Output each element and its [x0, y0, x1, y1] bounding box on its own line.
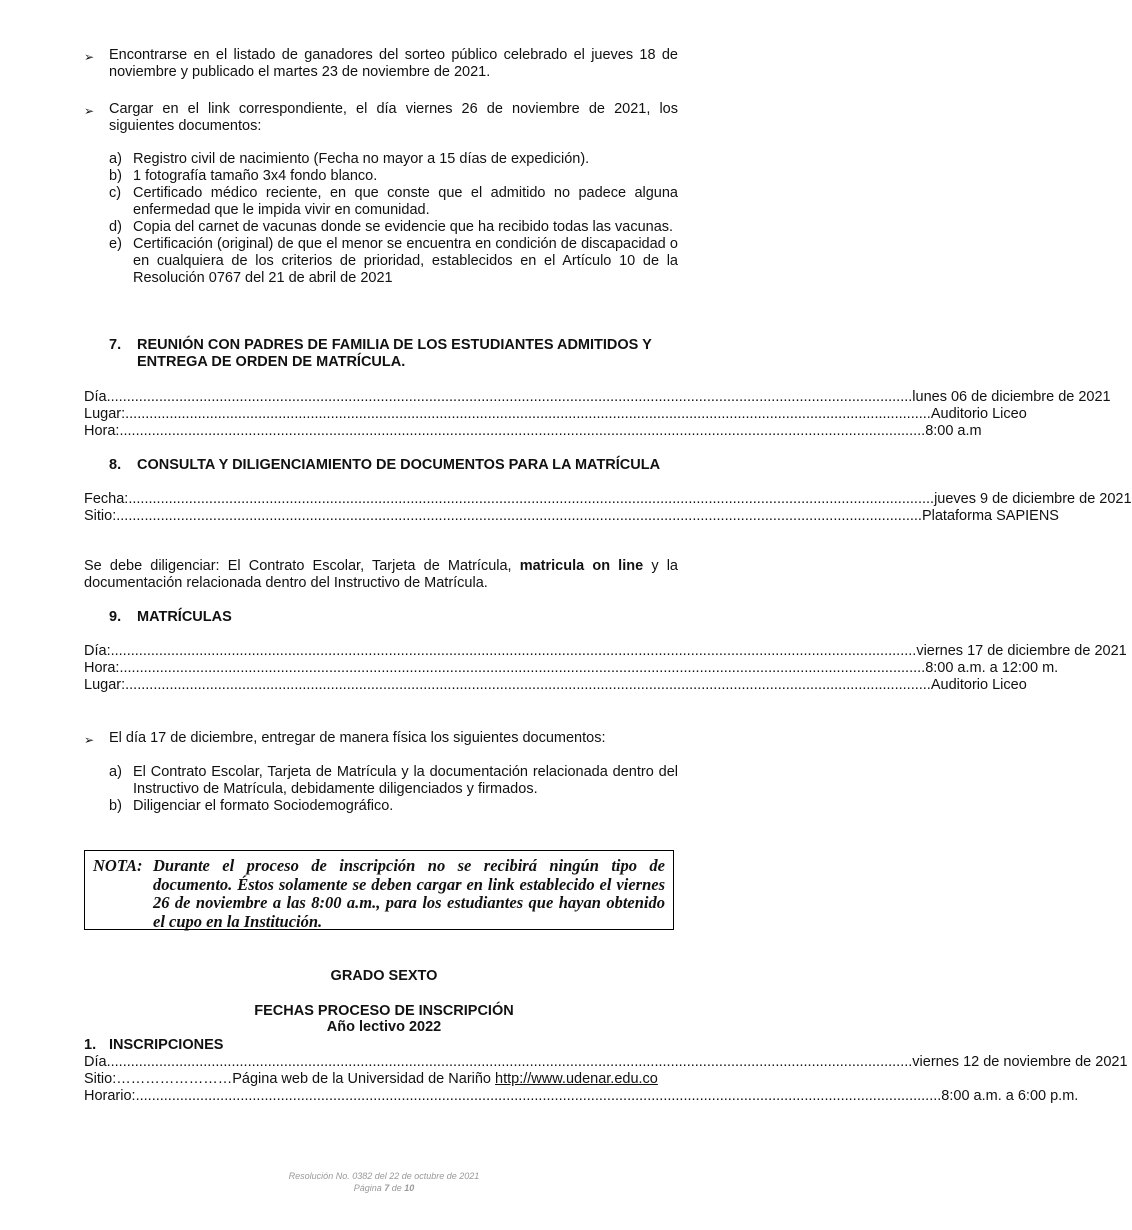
- bullet-arrow-icon: ➢: [84, 733, 95, 747]
- footer-resolution: Resolución No. 0382 del 22 de octubre de 2021: [288, 1171, 480, 1181]
- nota-label: NOTA:: [93, 856, 143, 875]
- dot-leader: ........................................................................................................................................................................................................: [110, 643, 917, 659]
- physical-documents-list: [109, 764, 678, 815]
- list-item: a) Registro civil de nacimiento (Fecha no mayor a 15 días de expedición).: [109, 151, 590, 167]
- documents-list: [109, 151, 678, 287]
- footer-page-number: Página 7 de 10: [353, 1183, 415, 1193]
- list-item: b) Diligenciar el formato Sociodemográfico.: [109, 798, 394, 814]
- dot-leader: ........................................................................................................................................................................................................: [128, 491, 935, 507]
- list-item: e) Certificación (original) de que el menor se encuentra en condición de discapacidad o en cualquiera de los criterios de prioridad, establecidos en el Artículo 10 de la Resolución 0767 del 21 de abril de 2021: [109, 236, 678, 286]
- nota-text: Durante el proceso de inscripción no se recibirá ningún tipo de documento. Éstos solamente se deben cargar en link establecido el viernes 26 de noviembre a las 8:00 a.m., para los estudiantes que hayan obtenido el cupo en la Institución.: [153, 856, 665, 931]
- grado-heading: GRADO SEXTO: [330, 968, 438, 984]
- schedule-row-hora: Hora: ........................................................................................................................................................................................................ 8:00 a.m. a 12:00 m.: [84, 660, 1059, 676]
- requirement-bullet-2: Cargar en el link correspondiente, el día viernes 26 de noviembre de 2021, los siguientes documentos:: [109, 101, 678, 134]
- list-item: a) El Contrato Escolar, Tarjeta de Matrícula y la documentación relacionada dentro del Instructivo de Matrícula, debidamente diligenciados y firmados.: [109, 764, 678, 797]
- section-9-bullet: El día 17 de diciembre, entregar de manera física los siguientes documentos:: [109, 730, 606, 746]
- schedule-row-sitio: Sitio: ........................................................................................................................................................................................................ Plataforma SAPIENS: [84, 508, 1059, 524]
- bullet-arrow-icon: ➢: [84, 104, 95, 118]
- dot-leader: ........................................................................................................................................................................................................: [119, 423, 926, 439]
- udenar-link[interactable]: http://www.udenar.edu.co: [495, 1071, 658, 1087]
- dot-leader: ........................................................................................................................................................................................................: [106, 1054, 913, 1070]
- schedule-row-horario: Horario: ........................................................................................................................................................................................................ 8:00 a.m. a 6:00 p.m.: [84, 1088, 1079, 1104]
- list-item: d) Copia del carnet de vacunas donde se evidencie que ha recibido todas las vacunas.: [109, 219, 674, 235]
- dot-leader: ........................................................................................................................................................................................................: [125, 406, 931, 422]
- section-1-heading: 1. INSCRIPCIONES: [84, 1037, 224, 1053]
- schedule-row-lugar: Lugar: ........................................................................................................................................................................................................ Auditorio Liceo: [84, 406, 1027, 422]
- schedule-row-dia: Día ........................................................................................................................................................................................................ viernes 12 de noviembre de 2021: [84, 1054, 1128, 1070]
- dot-leader: ........................................................................................................................................................................................................: [106, 389, 913, 405]
- schedule-row-dia: Día: ........................................................................................................................................................................................................ viernes 17 de diciembre de 2021: [84, 643, 1127, 659]
- dot-leader: ........................................................................................................................................................................................................: [119, 660, 926, 676]
- list-item: b) 1 fotografía tamaño 3x4 fondo blanco.: [109, 168, 378, 184]
- list-item: c) Certificado médico reciente, en que conste que el admitido no padece alguna enfermedad que le impida vivir en comunidad.: [109, 185, 678, 218]
- section-8-note: Se debe diligenciar: El Contrato Escolar, Tarjeta de Matrícula, matricula on line y la documentación relacionada dentro del Instructivo de Matrícula.: [84, 558, 678, 591]
- grado-year: Año lectivo 2022: [326, 1019, 442, 1035]
- section-9-heading: 9. MATRÍCULAS: [109, 609, 232, 625]
- schedule-row-fecha: Fecha: ........................................................................................................................................................................................................ jueves 9 de diciembre de 2021: [84, 491, 1132, 507]
- nota-box: [84, 850, 674, 930]
- requirement-bullet-1: Encontrarse en el listado de ganadores del sorteo público celebrado el jueves 18 de noviembre y publicado el martes 23 de noviembre de 2021.: [109, 47, 678, 80]
- dot-leader: ........................................................................................................................................................................................................: [125, 677, 931, 693]
- dot-leader: ........................................................................................................................................................................................................: [116, 508, 922, 524]
- section-8-heading: 8. CONSULTA Y DILIGENCIAMIENTO DE DOCUMENTOS PARA LA MATRÍCULA: [109, 457, 661, 473]
- dot-leader: ........................................................................................................................................................................................................: [135, 1088, 942, 1104]
- schedule-row-dia: Día ........................................................................................................................................................................................................ lunes 06 de diciembre de 2021: [84, 389, 1111, 405]
- schedule-row-lugar: Lugar: ........................................................................................................................................................................................................ Auditorio Liceo: [84, 677, 1027, 693]
- section-7-heading: 7. REUNIÓN CON PADRES DE FAMILIA DE LOS ESTUDIANTES ADMITIDOS Y ENTREGA DE ORDEN DE MATRÍCULA.: [109, 337, 652, 370]
- grado-subheading: FECHAS PROCESO DE INSCRIPCIÓN: [254, 1003, 514, 1019]
- schedule-row-sitio: Sitio:……………………Página web de la Universidad de Nariño http://www.udenar.edu.co: [84, 1071, 658, 1087]
- bullet-arrow-icon: ➢: [84, 50, 95, 64]
- schedule-row-hora: Hora: ........................................................................................................................................................................................................ 8:00 a.m: [84, 423, 982, 439]
- dot-leader: ……………………: [116, 1071, 233, 1087]
